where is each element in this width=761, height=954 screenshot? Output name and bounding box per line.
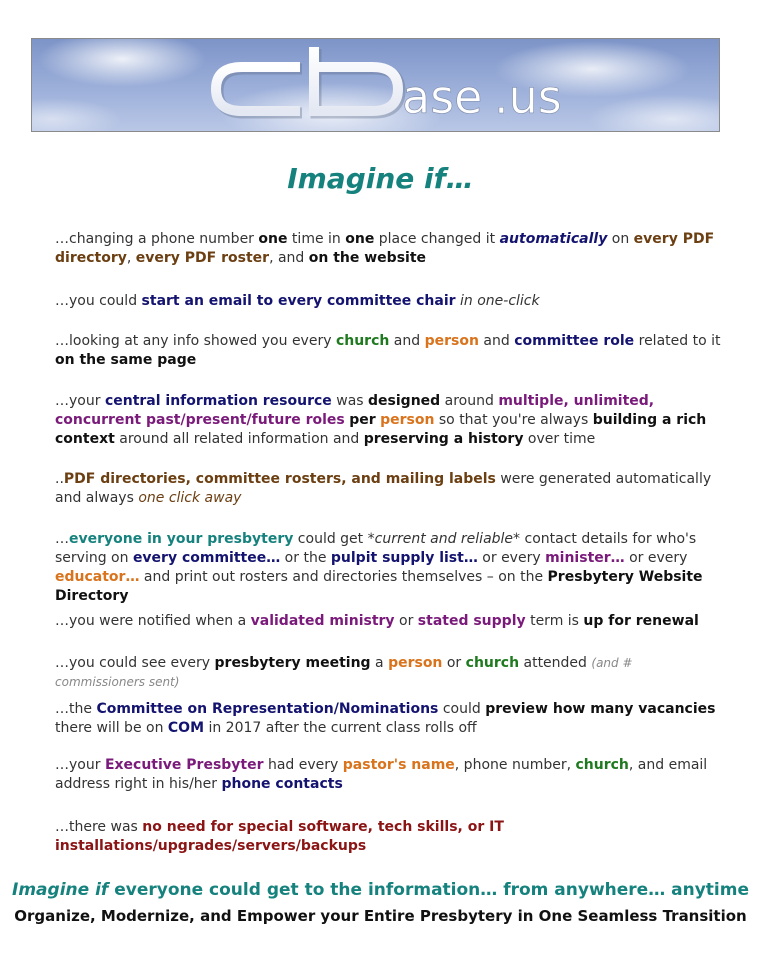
benefit-text-span: educator… [55,569,140,585]
benefit-item [55,530,725,606]
benefit-text-span: around [440,393,499,409]
benefit-text-span: current and reliable [374,531,514,547]
benefit-text-span: …your [55,393,105,409]
benefit-text-span: .. [55,471,64,487]
benefit-text-span: committee role [514,333,635,349]
benefit-text-span: validated ministry [250,613,395,629]
benefit-text-span: were generated automatically and always [55,471,712,506]
benefit-text-span: in 2017 after the current class rolls off [204,720,477,736]
benefit-text-span: …you were notified when a [55,613,251,629]
benefit-text-span: per [349,412,376,428]
benefit-text-span: on the website [308,250,427,266]
benefit-text-span: building a rich context [55,412,707,447]
benefit-text-span: every PDF directory [55,231,715,266]
benefit-text-span: could [438,701,486,717]
benefit-text-span: everyone in your presbytery [69,531,294,547]
benefit-text-span: was [331,393,369,409]
benefit-text-span: in one-click [460,293,540,309]
benefit-text-span: , and [269,250,309,266]
benefit-text-span: central information resource [104,393,332,409]
benefit-text-span: presbytery meeting [214,655,371,671]
benefit-text-span: person [388,655,443,671]
benefit-text-span: multiple, unlimited, concurrent past/present/future roles [55,393,655,428]
benefit-item [55,332,725,370]
footer-tagline-rest: everyone could get to the information… from anywhere… anytime [108,880,749,900]
benefit-item [55,470,725,508]
page-headline: Imagine if… [287,162,474,195]
benefit-text-span: a [370,655,389,671]
benefit-text-span: …your [55,757,105,773]
benefit-text-span: attended [519,655,592,671]
benefit-text-span: automatically [499,231,608,247]
benefit-text-span: there will be on [55,720,168,736]
benefit-text-span: , and email address right in his/her [55,757,708,792]
benefit-text-span: or every [477,550,546,566]
benefit-item [55,818,725,856]
benefit-text-span: pastor's name [342,757,455,773]
benefit-text-span: term is [525,613,584,629]
footer-tagline-lead: Imagine if [12,880,109,900]
benefit-text-span: or the [280,550,331,566]
benefit-item [55,230,725,268]
benefit-text-span: …the [55,701,97,717]
benefit-text-span: , [126,250,136,266]
benefit-text-span: preview how many vacancies [485,701,716,717]
benefit-text-span: on [607,231,634,247]
benefit-text-span: … [55,531,69,547]
benefit-text-span: …you could see every [55,655,215,671]
benefit-text-span: COM [167,720,205,736]
benefit-text-span: PDF directories, committee rosters, and mailing labels [63,471,496,487]
benefit-item [55,756,725,794]
benefit-text-span: Presbytery Website Directory [55,569,703,604]
benefit-text-span: Committee on Representation/Nominations [96,701,439,717]
benefit-text-span: one click away [138,490,242,506]
benefit-text-span: related to it [634,333,721,349]
benefit-text-span: or [394,613,418,629]
footer-slogan: Organize, Modernize, and Empower your Entire Presbytery in One Seamless Transition [14,907,747,925]
benefit-text-span: or every [624,550,688,566]
benefit-text-span: or [442,655,466,671]
benefit-text-span: every committee… [132,550,281,566]
benefit-text-span: over time [523,431,596,447]
footer-tagline [0,880,761,900]
benefit-text-span: phone contacts [221,776,343,792]
benefit-text-span: and [478,333,515,349]
benefit-item [55,292,725,311]
benefit-text-span: no need for special software, tech skills, or IT installations/upgrades/servers/backups [55,819,504,854]
benefit-text-span: designed [368,393,441,409]
benefit-text-span: place changed it [374,231,500,247]
logo-text-ase: ase [402,70,483,124]
benefit-text-span: could get * [293,531,375,547]
benefit-text-span: time in [287,231,346,247]
benefit-text-span: start an email to every committee chair [141,293,456,309]
benefit-item [55,700,725,738]
benefit-text-span: church [575,757,629,773]
benefit-text-span: around all related information and [114,431,364,447]
benefit-text-span: church [335,333,390,349]
benefit-text-span: so that you're always [434,412,593,428]
benefit-text-span: one [258,231,288,247]
benefit-text-span: Executive Presbyter [104,757,264,773]
benefit-item [55,392,725,449]
benefit-text-span: and print out rosters and directories themselves – on the [139,569,548,585]
cbase-logo [32,39,720,132]
benefit-text-span: , phone number, [454,757,576,773]
benefit-text-span: had every [263,757,343,773]
benefit-text-span: and [389,333,425,349]
benefit-text-span: (and # commissioners sent) [55,656,633,689]
benefit-text-span: preserving a history [363,431,524,447]
benefit-text-span: on the same page [55,352,197,368]
benefit-text-span: …there was [55,819,143,835]
benefit-text-span: one [345,231,375,247]
benefit-text-span: up for renewal [583,613,699,629]
benefit-text-span: minister… [545,550,625,566]
benefit-text-span: stated supply [417,613,526,629]
benefit-text-span: every PDF roster [135,250,270,266]
benefit-text-span: …changing a phone number [55,231,259,247]
benefit-text-span: person [424,333,479,349]
benefit-item [55,612,725,631]
header-banner [31,38,720,132]
benefit-text-span: person [380,412,435,428]
benefit-text-span: church [465,655,520,671]
benefit-text-span: …looking at any info showed you every [55,333,336,349]
benefit-text-span: * contact details for who's serving on [55,531,697,566]
benefit-item [55,654,725,692]
logo-text-domain: .us [494,70,562,124]
benefit-text-span: pulpit supply list… [330,550,478,566]
benefit-text-span: …you could [55,293,142,309]
